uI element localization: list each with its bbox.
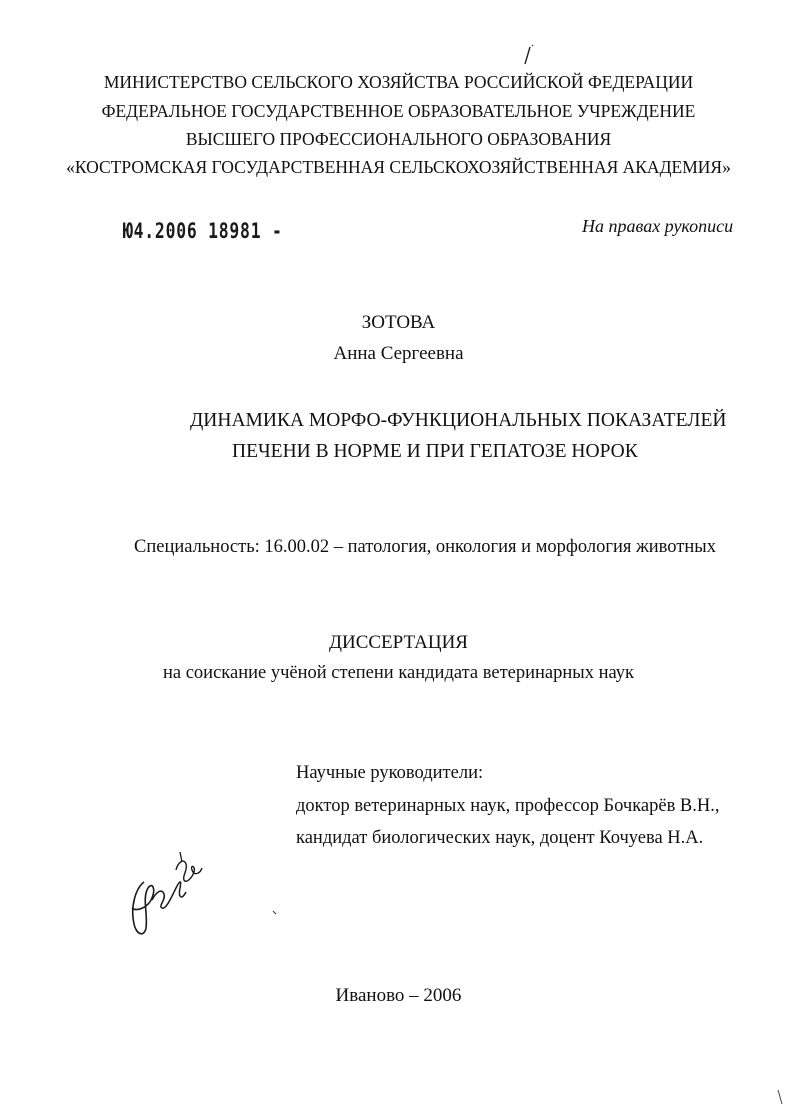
author-surname: ЗОТОВА: [361, 312, 436, 333]
degree-note: на соискание учёной степени кандидата ветеринарных наук: [162, 663, 635, 683]
dissertation-title-line-2: ПЕЧЕНИ В НОРМЕ И ПРИ ГЕПАТОЗЕ НОРОК: [232, 441, 638, 462]
supervisors-heading: Научные руководители:: [296, 763, 484, 783]
dissertation-label: ДИССЕРТАЦИЯ: [329, 632, 468, 653]
supervisor-item: доктор ветеринарных наук, профессор Бочкарёв В.Н.,: [296, 796, 720, 816]
education-level-line: ВЫСШЕГО ПРОФЕССИОНАЛЬНОГО ОБРАЗОВАНИЯ: [185, 129, 612, 149]
specialty: Специальность: 16.00.02 – патология, онкология и морфология животных: [134, 537, 716, 557]
ink-mark-top: [518, 44, 538, 68]
institution-line: ФЕДЕРАЛЬНОЕ ГОСУДАРСТВЕННОЕ ОБРАЗОВАТЕЛЬНОЕ УЧРЕЖДЕНИЕ: [101, 101, 696, 121]
library-stamp-number: Ю4.2006 18981 -: [123, 219, 283, 243]
place-and-year: Иваново – 2006: [335, 985, 462, 1006]
dissertation-title-line-1: ДИНАМИКА МОРФО-ФУНКЦИОНАЛЬНЫХ ПОКАЗАТЕЛЕЙ: [190, 410, 727, 431]
ink-dot: [272, 910, 278, 916]
supervisor-item: кандидат биологических наук, доцент Кочуева Н.А.: [296, 828, 704, 848]
academy-line: «КОСТРОМСКАЯ ГОСУДАРСТВЕННАЯ СЕЛЬСКОХОЗЯЙСТВЕННАЯ АКАДЕМИЯ»: [66, 157, 731, 177]
ministry-line: МИНИСТЕРСТВО СЕЛЬСКОГО ХОЗЯЙСТВА РОССИЙСКОЙ ФЕДЕРАЦИИ: [103, 72, 694, 92]
handwritten-signature: [122, 848, 207, 943]
author-given-names: Анна Сергеевна: [333, 343, 464, 364]
rights-note: На правах рукописи: [582, 216, 734, 236]
ink-mark-bottom: [776, 1088, 788, 1108]
